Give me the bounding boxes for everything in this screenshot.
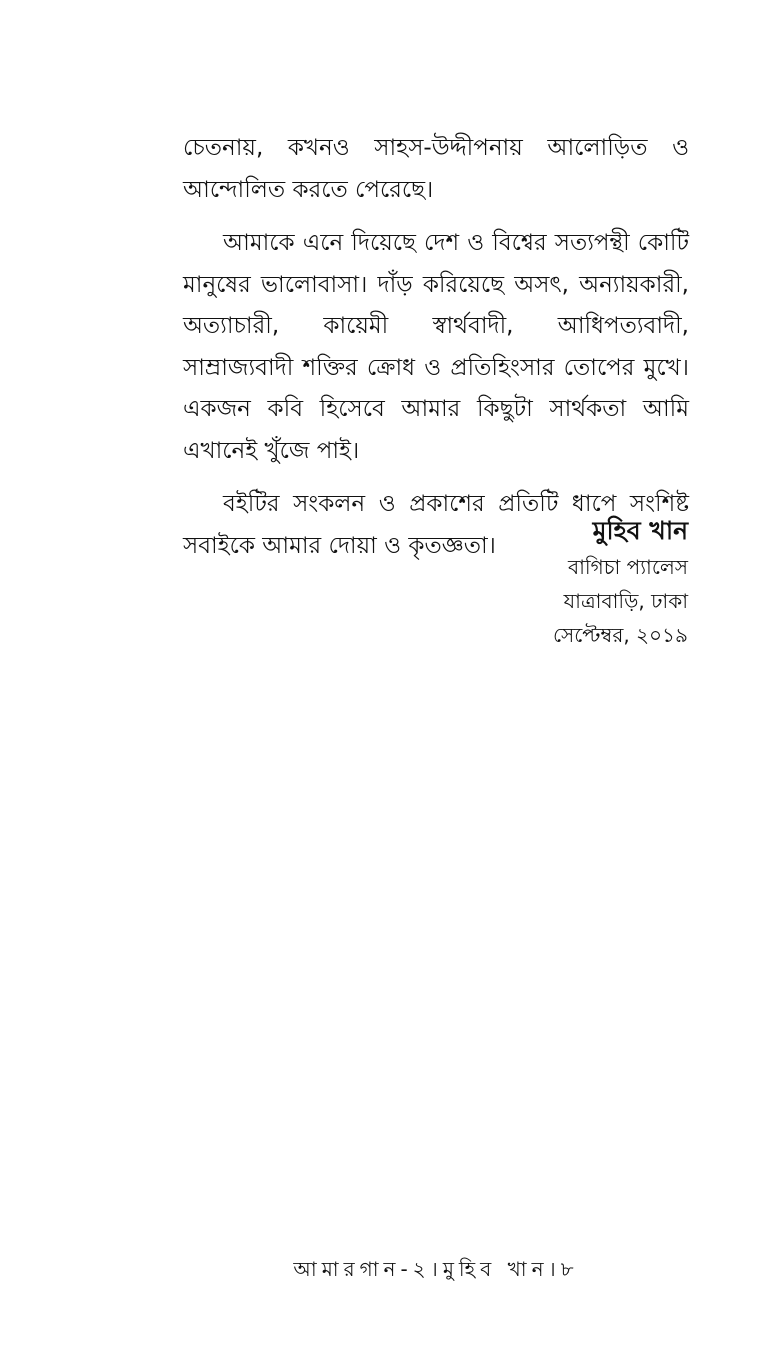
author-signature-block xyxy=(288,512,688,652)
signature-place: বাগিচা প্যালেস xyxy=(567,555,688,579)
paragraph-continuation: চেতনায়, কখনও সাহস-উদ্দীপনায় আলোড়িত ও আন্দোলিত করতে পেরেছে। xyxy=(183,135,689,203)
paragraph-love: আমাকে এনে দিয়েছে দেশ ও বিশ্বের সত্যপন্থী কোটি মানুষের ভালোবাসা। দাঁড় করিয়েছে অসৎ, অন্যায়কারী, অত্যাচারী, কায়েমী স্বার্থবাদী, আধিপত্যবাদী, সাম্রাজ্যবাদী শক্তির ক্রোধ ও প্রতিহিংসার তোপের মুখে। একজন কবি হিসেবে আমার কিছুটা সার্থকতা আমি এখানেই খুঁজে পাই। xyxy=(183,230,689,464)
author-name: মুহিব খান xyxy=(592,516,688,545)
running-footer: আমারগান-২।মুহিব খান।৮ xyxy=(293,1257,579,1281)
paragraph-gratitude: বইটির সংকলন ও প্রকাশের প্রতিটি ধাপে সংশিষ্ট সবাইকে আমার দোয়া ও কৃতজ্ঞতা। xyxy=(183,491,689,559)
signature-area: যাত্রাবাড়ি, ঢাকা xyxy=(563,589,688,613)
signature-date: সেপ্টেম্বর, ২০১৯ xyxy=(552,623,688,647)
